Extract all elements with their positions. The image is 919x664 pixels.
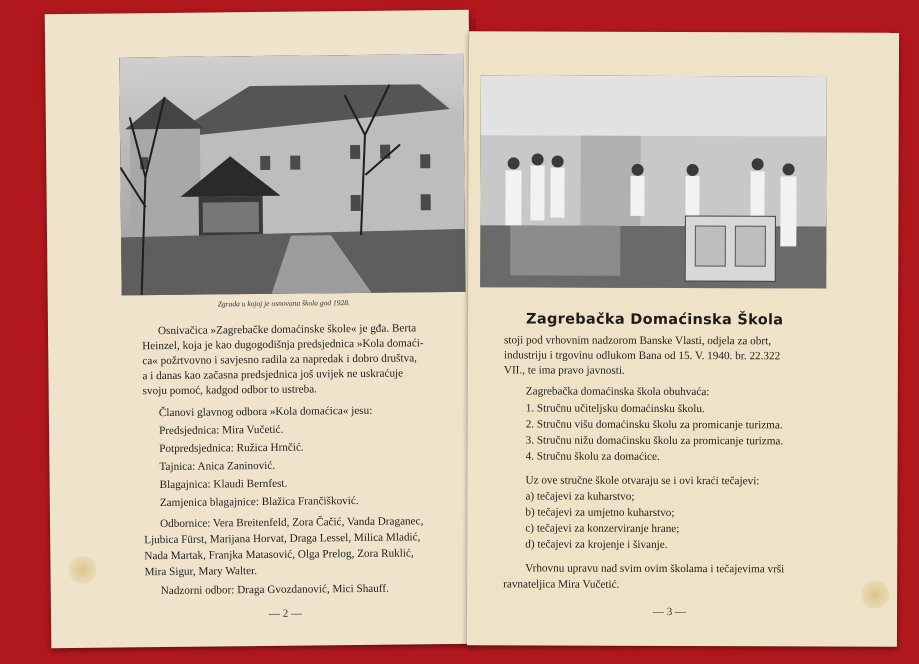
- school-building-illustration: [119, 54, 465, 296]
- page-number-right: — 3 —: [653, 605, 687, 619]
- board-heading: Članovi glavnog odbora »Kola domaćica« jesu:: [158, 404, 373, 420]
- members-line-3: Nada Martak, Franjka Matasović, Olga Prelog, Zora Ruklić,: [144, 547, 414, 563]
- supervisory-board: Nadzorni odbor: Draga Gvozdanović, Mici Shauff.: [160, 582, 389, 598]
- founder-paragraph-line-2: Heinzel, koja je kao dugogodišnja predsjednica »Kola domaći-: [142, 337, 424, 353]
- founder-paragraph-line-1: Osnivačica »Zagrebačke domaćinske škole« je gđa. Berta: [157, 322, 417, 338]
- members-line-1: Odbornice: Vera Breitenfeld, Zora Čačić, Vanda Draganec,: [159, 515, 424, 531]
- board-deputy-treasurer: Zamjenica blagajnice: Blažica Frančišković.: [159, 494, 359, 510]
- includes-heading: Zagrebačka domaćinska škola obuhvaća:: [525, 385, 710, 399]
- school-item-2: 2. Stručnu višu domaćinsku školu za promicanje turizma.: [525, 418, 783, 432]
- members-line-2: Ljubica Fürst, Marijana Horvat, Draga Lessel, Milica Mladić,: [144, 531, 421, 547]
- paper-stain: [861, 581, 889, 609]
- members-line-4: Mira Sigur, Mary Walter.: [144, 565, 258, 579]
- courses-heading: Uz ove stručne škole otvaraju se i ovi kraći tečajevi:: [525, 474, 760, 488]
- school-item-4: 4. Stručnu školu za domaćice.: [525, 450, 660, 463]
- founder-paragraph-line-3: ca« požrtvovno i savjesno radila za napredak i dobro društva,: [142, 352, 418, 368]
- intro-line-1: stoji pod vrhovnim nadzorom Banske Vlasti, odjela za obrt,: [503, 334, 772, 348]
- paper-stain: [68, 556, 96, 584]
- intro-line-3: VII., te ima pravo javnosti.: [503, 364, 625, 377]
- course-item-a: a) tečajevi za kuharstvo;: [525, 490, 635, 503]
- left-page: [45, 10, 476, 648]
- page-number-left: — 2 —: [268, 607, 303, 620]
- school-title: Zagrebačka Domaćinska Škola: [526, 311, 784, 329]
- right-page: [467, 31, 899, 646]
- course-item-d: d) tečajevi za krojenje i šivanje.: [525, 538, 668, 551]
- kitchen-classroom-photo: [480, 75, 827, 288]
- photo-caption: Zgrada u kojoj je osnovana škola god 1928.: [217, 298, 350, 309]
- board-treasurer: Blagajnica: Klaudi Bernfest.: [159, 477, 288, 492]
- school-item-1: 1. Stručnu učiteljsku domaćinsku školu.: [525, 402, 705, 416]
- closing-line-1: Vrhovnu upravu nad svim ovim školama i tečajevima vrši: [525, 562, 785, 576]
- school-item-3: 3. Stručnu nižu domaćinsku školu za promicanje turizma.: [525, 434, 784, 448]
- closing-line-2: ravnateljica Mira Vučetić.: [503, 578, 620, 591]
- founder-paragraph-line-4: a i danas kao začasna predsjednica još uvijek ne uskraćuje: [142, 367, 404, 383]
- course-item-b: b) tečajevi za umjetno kuharstvo;: [525, 506, 675, 519]
- course-item-c: c) tečajevi za konzerviranje hrane;: [525, 522, 680, 535]
- kitchen-illustration: [480, 75, 827, 288]
- intro-line-2: industriju i trgovinu odlukom Bana od 15. V. 1940. br. 22.322: [503, 349, 781, 363]
- board-president: Predsjednica: Mira Vučetić.: [159, 423, 284, 438]
- school-building-photo: [119, 54, 465, 296]
- board-secretary: Tajnica: Anica Zaninović.: [159, 459, 276, 474]
- board-vice-president: Potpredsjednica: Ružica Hrnčić.: [159, 441, 304, 456]
- founder-paragraph-line-5: svoju pomoć, kadgod odbor to ustreba.: [142, 383, 318, 398]
